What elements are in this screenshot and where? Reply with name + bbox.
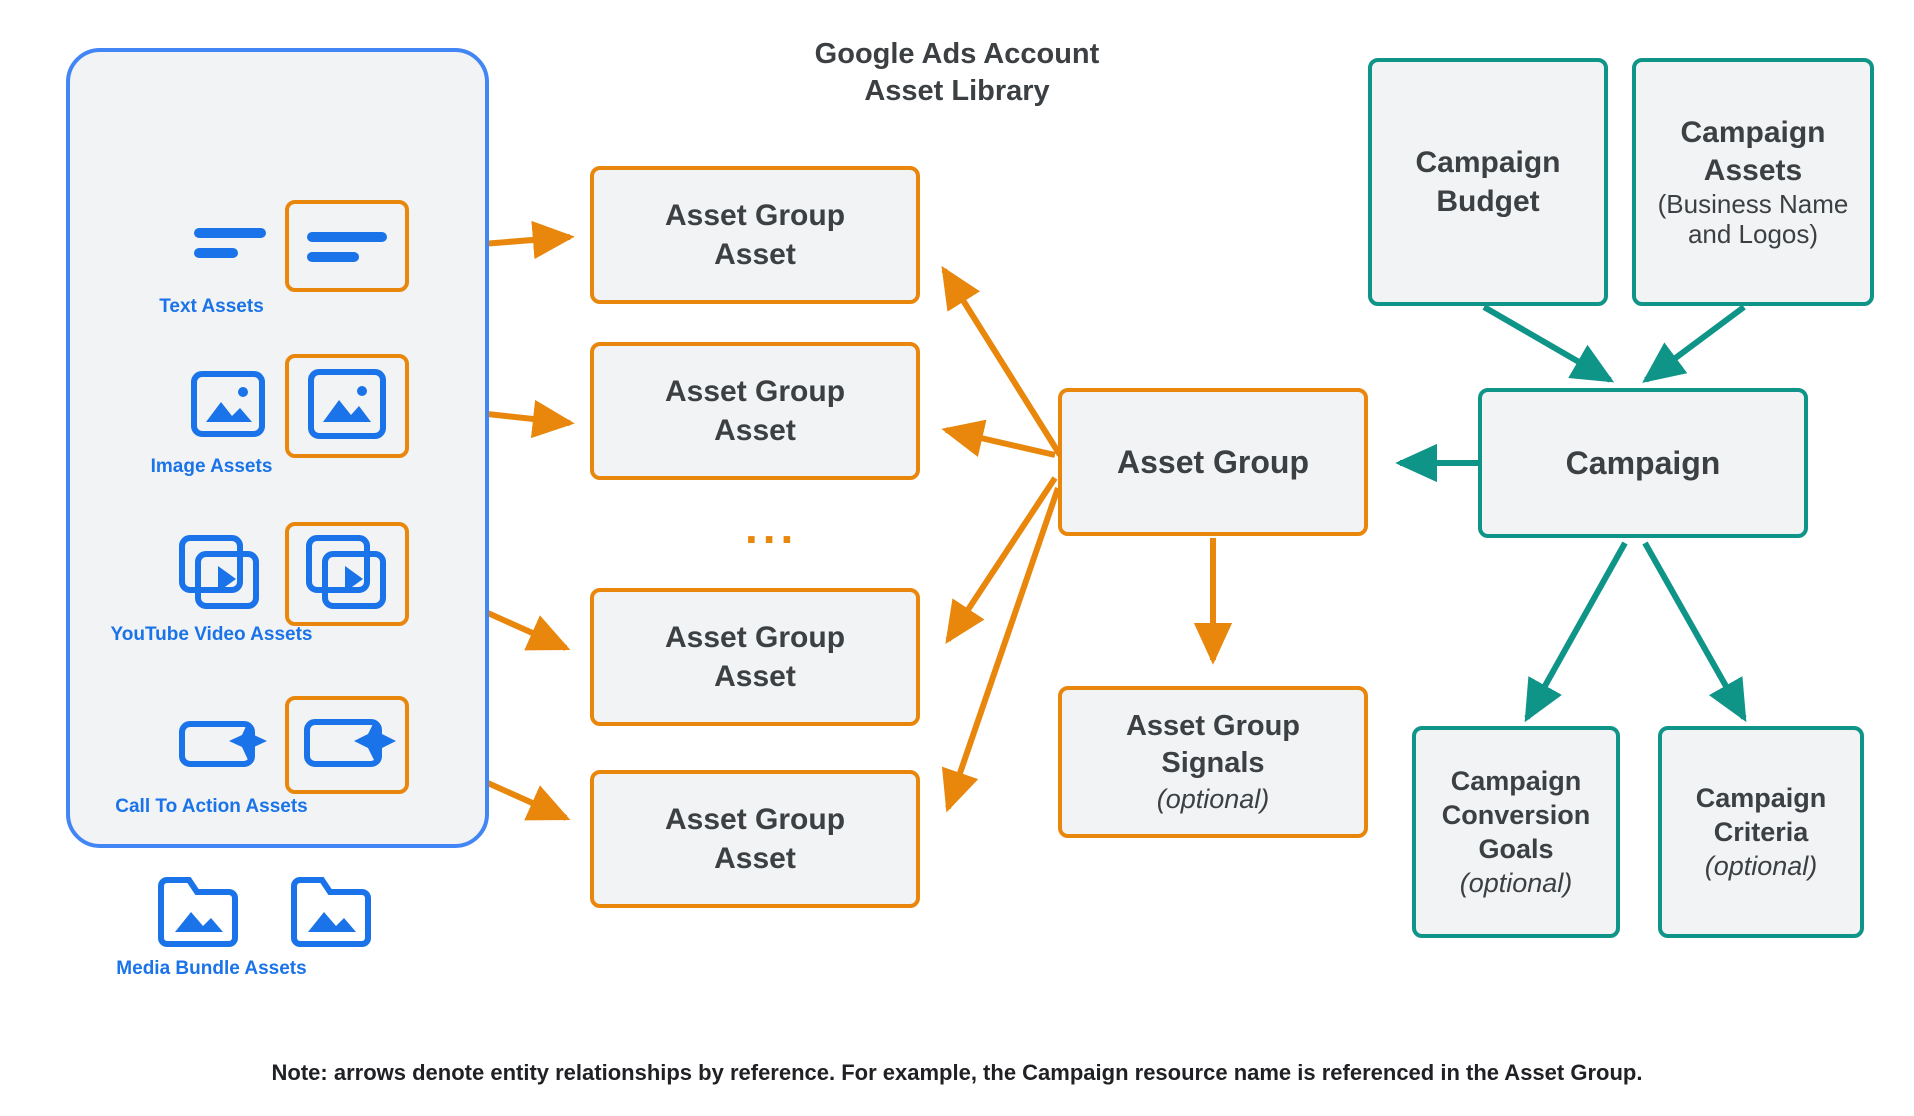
call-to-action-asset-icon [178,716,270,774]
asset-library-title-line2: Asset Library [864,75,1050,108]
video-asset-icon-selected [285,522,409,626]
text-asset-icon-selected [285,200,409,292]
asset-row-media-bundle-caption: Media Bundle Assets [116,958,307,979]
asset-group-asset-label-1a: Asset Group [664,199,846,232]
asset-group-signals-label-1: Asset Group [1125,709,1301,742]
asset-group-asset-label-3a: Asset Group [664,621,846,654]
image-asset-icon [188,368,268,440]
asset-group-signals-optional: (optional) [1156,783,1270,814]
call-to-action-asset-icon-selected [285,696,409,794]
text-asset-icon [190,214,270,270]
asset-group-asset-node-1[interactable] [590,166,920,304]
campaign-budget-node[interactable] [1368,58,1608,306]
media-bundle-asset-icon-2 [288,866,388,950]
campaign-node[interactable] [1478,388,1808,538]
campaign-budget-label-2: Budget [1436,185,1540,218]
asset-group-asset-label-1b: Asset [714,238,796,271]
asset-row-video-caption: YouTube Video Assets [110,624,313,645]
campaign-criteria-optional: (optional) [1704,851,1818,881]
asset-row-text [0,200,423,318]
asset-group-signals-label-2: Signals [1161,746,1265,779]
asset-group-asset-label-3b: Asset [714,660,796,693]
asset-row-text-icons [0,200,423,292]
asset-group-asset-label-4b: Asset [714,842,796,875]
campaign-conversion-goals-label-3: Goals [1478,834,1554,864]
asset-library-title [0,36,1914,110]
asset-row-cta-caption: Call To Action Assets [115,796,308,817]
campaign-conversion-goals-label-1: Campaign [1450,765,1582,796]
asset-group-signals-node[interactable] [1058,686,1368,838]
asset-row-image [0,360,423,478]
campaign-conversion-goals-optional: (optional) [1459,868,1573,899]
asset-group-asset-label-4a: Asset Group [664,803,846,836]
asset-group-node[interactable] [1058,388,1368,536]
campaign-criteria-node[interactable] [1658,726,1864,938]
asset-row-video [0,528,423,646]
diagram-note: Note: arrows denote entity relationships by reference. For example, the Campaign resource name is referenced in the Asset Group. [271,1060,1643,1085]
campaign-conversion-goals-node[interactable] [1412,726,1620,938]
video-asset-icon [178,534,264,612]
image-asset-icon-selected [285,354,409,458]
asset-library-title-line1: Google Ads Account [814,38,1100,70]
asset-row-cta [0,700,423,818]
asset-row-image-icons [0,360,423,452]
asset-row-video-icons [0,528,423,620]
asset-group-asset-label-2a: Asset Group [664,375,846,408]
media-bundle-asset-icon [155,866,255,950]
ellipsis-indicator: ... [745,501,799,553]
asset-group-asset-node-2[interactable] [590,342,920,480]
campaign-criteria-label-1: Campaign [1695,782,1827,813]
asset-row-text-caption: Text Assets [159,296,264,317]
campaign-assets-sublabel: (Business Name and Logos) [1657,188,1849,249]
campaign-conversion-goals-label-2: Conversion [1441,799,1591,830]
campaign-assets-label-1: Campaign [1680,116,1826,150]
asset-group-asset-node-3[interactable] [590,588,920,726]
asset-group-asset-label-2b: Asset [714,414,796,447]
campaign-assets-node[interactable] [1632,58,1874,306]
asset-group-label: Asset Group [1116,443,1310,480]
asset-row-cta-icons [0,700,423,792]
campaign-budget-label-1: Campaign [1415,146,1561,179]
campaign-assets-label-2: Assets [1703,154,1803,188]
asset-row-media-bundle-icons [0,862,423,954]
campaign-criteria-label-2: Criteria [1713,816,1809,847]
asset-group-asset-node-4[interactable] [590,770,920,908]
campaign-label: Campaign [1565,444,1721,481]
asset-row-image-caption: Image Assets [150,456,273,477]
asset-row-media-bundle [0,862,423,980]
